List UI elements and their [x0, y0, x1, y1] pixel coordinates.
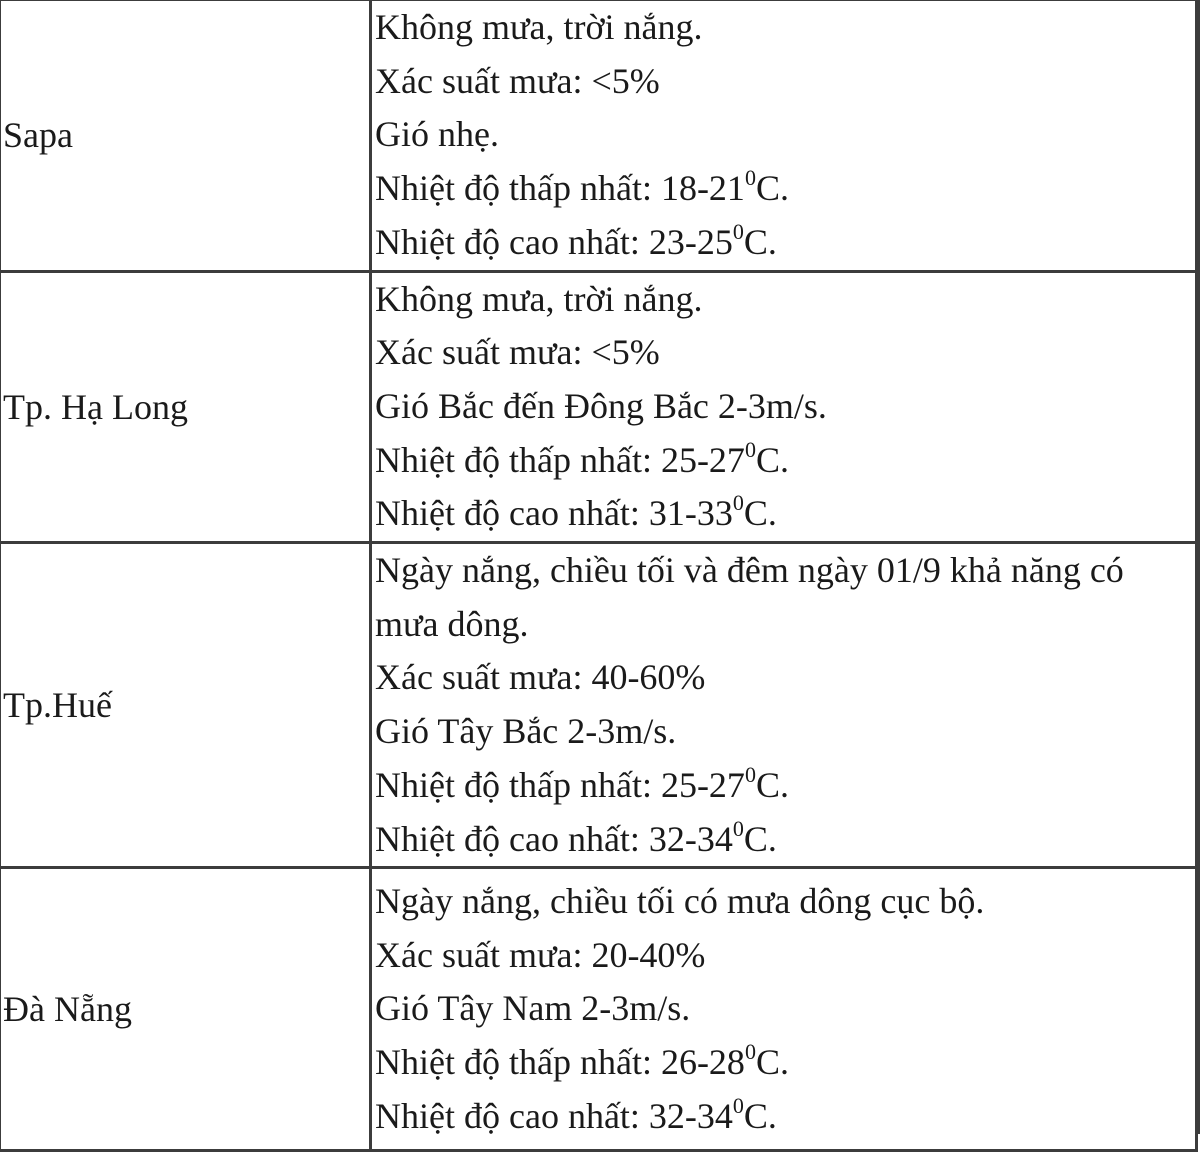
forecast-details: [371, 271, 1197, 543]
table-row: [0, 543, 1197, 868]
rain-probability: Xác suất mưa: 40-60%: [375, 657, 706, 698]
rain-probability: Xác suất mưa: <5%: [375, 332, 660, 373]
degree-sign: 0: [732, 490, 744, 516]
temp-low: [375, 1036, 1195, 1090]
temp-high-text: Nhiệt độ cao nhất: 32-34: [375, 1095, 733, 1136]
rain-probability: Xác suất mưa: <5%: [375, 60, 660, 101]
temp-high: [375, 216, 1195, 270]
wind-info: Gió Tây Bắc 2-3m/s.: [375, 711, 677, 752]
unit-label: C.: [755, 1042, 789, 1083]
degree-sign: 0: [732, 218, 744, 244]
unit-label: C.: [743, 493, 777, 534]
city-name: Đà Nẵng: [0, 868, 371, 1151]
temp-high: [375, 813, 1195, 867]
degree-sign: 0: [744, 165, 756, 191]
city-name: Tp.Huế: [0, 543, 371, 868]
degree-sign: 0: [744, 761, 756, 787]
degree-sign: 0: [744, 1039, 756, 1065]
wind-info: Gió Bắc đến Đông Bắc 2-3m/s.: [375, 385, 827, 426]
temp-low-text: Nhiệt độ thấp nhất: 25-27: [375, 439, 745, 480]
temp-low: [375, 434, 1195, 488]
wind-info: Gió Tây Nam 2-3m/s.: [375, 988, 691, 1029]
weather-summary: Ngày nắng, chiều tối có mưa dông cục bộ.: [375, 880, 985, 921]
temp-low-text: Nhiệt độ thấp nhất: 25-27: [375, 764, 745, 805]
city-name: Sapa: [0, 0, 371, 271]
unit-label: C.: [743, 221, 777, 262]
temp-high-text: Nhiệt độ cao nhất: 23-25: [375, 221, 733, 262]
forecast-details: [371, 0, 1197, 271]
temp-low-text: Nhiệt độ thấp nhất: 18-21: [375, 168, 745, 209]
weather-summary: Không mưa, trời nắng.: [375, 7, 703, 47]
temp-high-text: Nhiệt độ cao nhất: 32-34: [375, 818, 733, 859]
table-right-border: [1196, 0, 1200, 1134]
table-row: [0, 0, 1197, 271]
degree-sign: 0: [732, 815, 744, 841]
temp-low: [375, 162, 1195, 216]
temp-low-text: Nhiệt độ thấp nhất: 26-28: [375, 1042, 745, 1083]
unit-label: C.: [743, 818, 777, 859]
forecast-details: [371, 543, 1197, 868]
degree-sign: 0: [732, 1092, 744, 1118]
weather-summary: Không mưa, trời nắng.: [375, 278, 703, 319]
unit-label: C.: [755, 439, 789, 480]
table-row: [0, 271, 1197, 543]
temp-high-text: Nhiệt độ cao nhất: 31-33: [375, 493, 733, 534]
unit-label: C.: [743, 1095, 777, 1136]
unit-label: C.: [755, 168, 789, 209]
wind-info: Gió nhẹ.: [375, 114, 499, 155]
city-name: Tp. Hạ Long: [0, 271, 371, 543]
unit-label: C.: [755, 764, 789, 805]
temp-low: [375, 759, 1195, 813]
forecast-details: [371, 868, 1197, 1151]
table-row: [0, 868, 1197, 1151]
degree-sign: 0: [744, 436, 756, 462]
temp-high: [375, 487, 1195, 541]
temp-high: [375, 1090, 1195, 1144]
weather-summary: Ngày nắng, chiều tối và đêm ngày 01/9 khả năng có mưa dông.: [375, 550, 1124, 644]
rain-probability: Xác suất mưa: 20-40%: [375, 934, 706, 975]
